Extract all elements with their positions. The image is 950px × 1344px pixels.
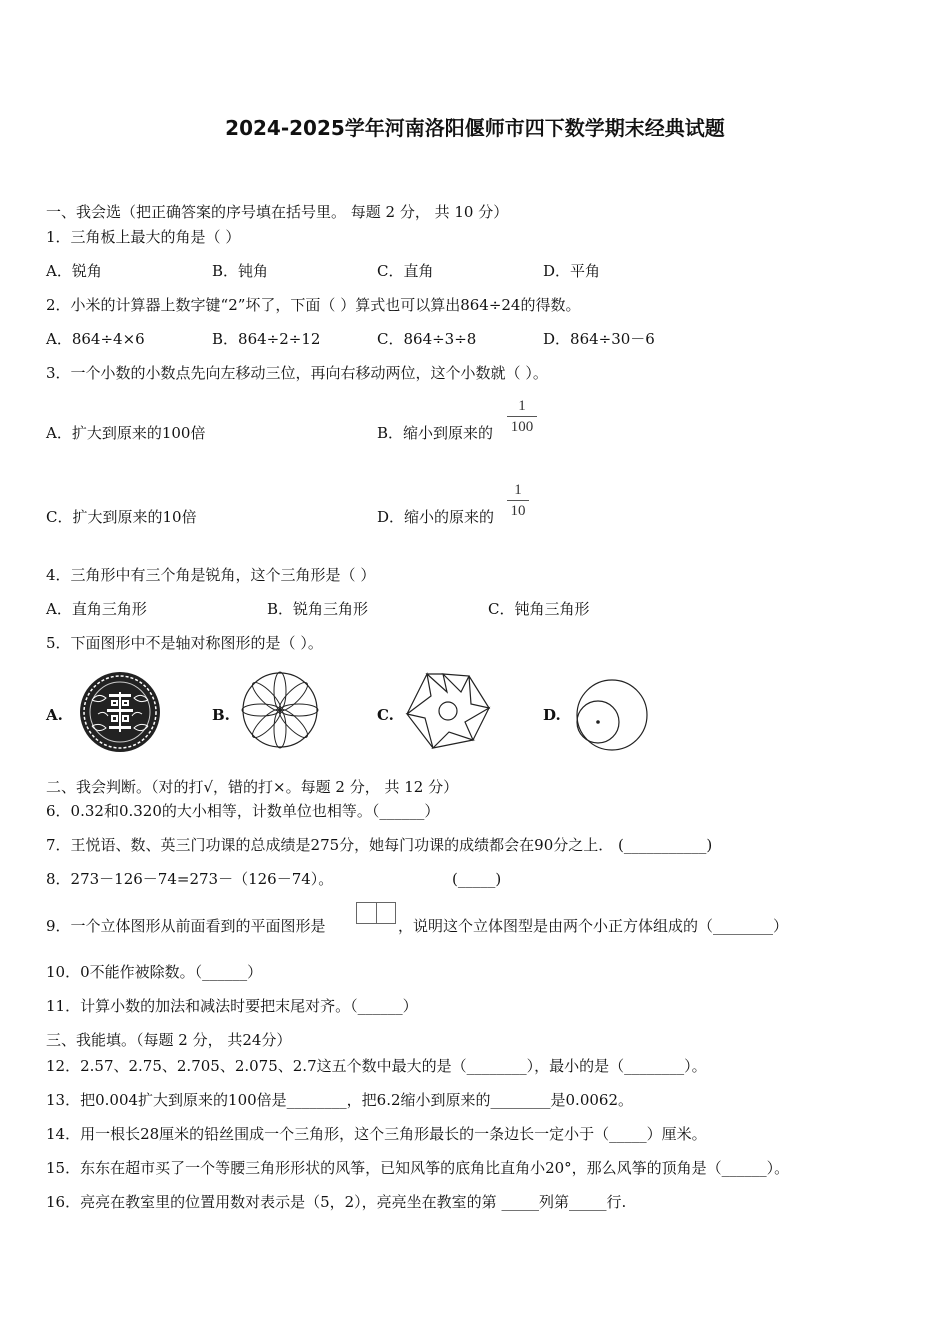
q1-option-a: A．锐角 — [46, 262, 102, 280]
question-9: 9．一个立体图形从前面看到的平面图形是 — [46, 917, 326, 935]
question-2: 2．小米的计算器上数字键“2”坏了，下面（ ）算式也可以算出864÷24的得数。 — [46, 296, 581, 314]
question-16: 16．亮亮在教室里的位置用数对表示是（5，2），亮亮坐在教室的第 _____列第_____行. — [46, 1193, 627, 1211]
q4-option-a: A．直角三角形 — [46, 600, 147, 618]
q1-option-b: B．钝角 — [212, 262, 269, 280]
pinwheel-figure — [403, 670, 493, 756]
section2-heading: 二、我会判断。（对的打√，错的打×。每题 2 分， 共 12 分） — [46, 778, 459, 796]
question-1: 1．三角板上最大的角是（ ） — [46, 228, 241, 246]
flower-circle-figure — [240, 670, 320, 754]
question-8-answer: (_____) — [452, 870, 502, 888]
q4-option-c: C．钝角三角形 — [488, 600, 590, 618]
q3-option-d: D．缩小的原来的 — [377, 508, 495, 526]
question-4: 4．三角形中有三个角是锐角，这个三角形是（ ） — [46, 566, 376, 584]
question-5: 5．下面图形中不是轴对称图形的是（ ）。 — [46, 634, 323, 652]
q5-label-b: B. — [212, 706, 230, 724]
question-6: 6．0.32和0.320的大小相等，计数单位也相等。（______） — [46, 802, 440, 820]
page-title: 2024-2025学年河南洛阳偃师市四下数学期末经典试题 — [225, 116, 725, 140]
fraction-numerator: 1 — [514, 482, 522, 498]
q3-fraction-b — [507, 397, 537, 436]
q5-label-c: C. — [377, 706, 394, 724]
q2-option-d: D．864÷30－6 — [543, 330, 655, 348]
fraction-denominator: 100 — [510, 419, 534, 435]
two-squares-front-view — [356, 902, 396, 924]
question-7: 7．王悦语、数、英三门功课的总成绩是275分，她每门功课的成绩都会在90分之上． (___________) — [46, 836, 713, 854]
fraction-numerator: 1 — [518, 398, 526, 414]
q4-option-b: B．锐角三角形 — [267, 600, 369, 618]
q3-option-b: B．缩小到原来的 — [377, 424, 494, 442]
section1-heading: 一、我会选（把正确答案的序号填在括号里。 每题 2 分， 共 10 分） — [46, 203, 509, 221]
question-10: 10．0不能作被除数。（______） — [46, 963, 263, 981]
q3-option-a: A．扩大到原来的100倍 — [46, 424, 206, 442]
q1-option-c: C．直角 — [377, 262, 434, 280]
question-15: 15．东东在超市买了一个等腰三角形形状的风筝，已知风筝的底角比直角小20°，那么风筝的顶角是（______）。 — [46, 1159, 790, 1177]
question-14: 14．用一根长28厘米的铅丝围成一个三角形，这个三角形最长的一条边长一定小于（_____）厘米。 — [46, 1125, 707, 1143]
question-12: 12．2.57、2.75、2.705、2.075、2.7这五个数中最大的是（________），最小的是（________）。 — [46, 1057, 707, 1075]
nested-circles-figure — [574, 678, 650, 756]
q2-option-b: B．864÷2÷12 — [212, 330, 321, 348]
question-13: 13．把0.004扩大到原来的100倍是________，把6.2缩小到原来的________是0.0062。 — [46, 1091, 634, 1109]
q5-label-d: D. — [543, 706, 561, 724]
fraction-denominator: 10 — [510, 503, 526, 519]
q5-label-a: A. — [46, 706, 63, 724]
q3-fraction-d — [507, 481, 529, 520]
q2-option-a: A．864÷4×6 — [46, 330, 145, 348]
section3-heading: 三、我能填。（每题 2 分， 共24分） — [46, 1031, 292, 1049]
question-3: 3．一个小数的小数点先向左移动三位，再向右移动两位，这个小数就（ ）。 — [46, 364, 548, 382]
q2-option-c: C．864÷3÷8 — [377, 330, 477, 348]
question-11: 11．计算小数的加法和减法时要把末尾对齐。（______） — [46, 997, 418, 1015]
double-happiness-paper-cut-figure — [78, 670, 162, 758]
q1-option-d: D．平角 — [543, 262, 601, 280]
q3-option-c: C．扩大到原来的10倍 — [46, 508, 197, 526]
question-9-rest: ，说明这个立体图型是由两个小正方体组成的（________） — [398, 917, 789, 935]
question-8: 8．273－126－74=273－（126－74）。 — [46, 870, 334, 888]
